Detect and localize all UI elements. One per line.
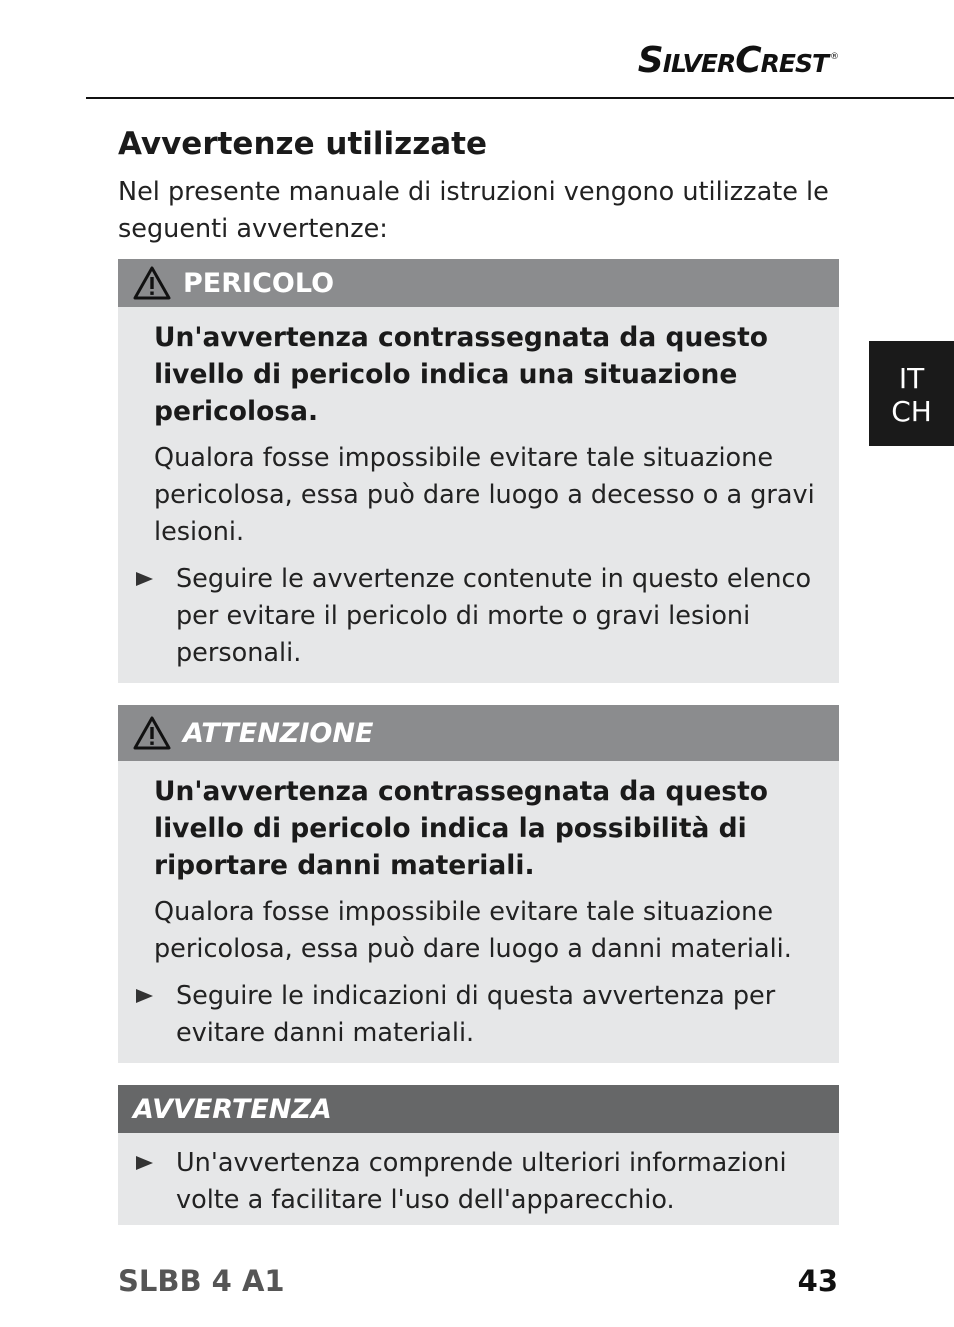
attenzione-text: Qualora fosse impossibile evitare tale situazione pericolosa, essa può dare luogo a danni materiali. xyxy=(154,897,792,964)
pericolo-bullet: Seguire le avvertenze contenute in questo elenco per evitare il pericolo di morte o gravi lesioni personali. xyxy=(154,561,819,672)
language-code-it: IT xyxy=(898,362,925,395)
pericolo-label: PERICOLO xyxy=(183,267,335,299)
registered-mark: ® xyxy=(830,52,838,62)
bullet-arrow-icon xyxy=(136,989,153,1003)
avvertenza-label: AVVERTENZA xyxy=(133,1093,332,1125)
avvertenza-bullet: Un'avvertenza comprende ulteriori informazioni volte a facilitare l'uso dell'apparecchio. xyxy=(154,1145,819,1219)
bullet-arrow-icon xyxy=(136,572,153,586)
attenzione-label: ATTENZIONE xyxy=(183,717,374,749)
pericolo-header xyxy=(118,259,839,307)
pericolo-box xyxy=(118,259,839,683)
section-title: Avvertenze utilizzate xyxy=(118,126,488,162)
pericolo-text: Qualora fosse impossibile evitare tale situazione pericolosa, essa può dare luogo a decesso o a gravi lesioni. xyxy=(154,443,815,547)
language-code-ch: CH xyxy=(891,395,932,428)
language-tab xyxy=(869,341,954,446)
brand-logo: SilverCrest ® xyxy=(637,40,838,81)
attenzione-strong-text: Un'avvertenza contrassegnata da questo livello di pericolo indica la possibilità di riportare danni materiali. xyxy=(154,776,768,881)
warning-triangle-icon xyxy=(133,716,171,750)
avvertenza-header xyxy=(118,1085,839,1133)
page-number: 43 xyxy=(797,1264,838,1298)
attenzione-header xyxy=(118,705,839,761)
warning-triangle-icon xyxy=(133,266,171,300)
attenzione-bullet: Seguire le indicazioni di questa avvertenza per evitare danni materiali. xyxy=(154,978,819,1052)
bullet-arrow-icon xyxy=(136,1156,153,1170)
attenzione-box xyxy=(118,705,839,1063)
footer-model: SLBB 4 A1 xyxy=(118,1264,285,1298)
header-rule xyxy=(86,97,954,99)
intro-text: Nel presente manuale di istruzioni vengono utilizzate le seguenti avvertenze: xyxy=(118,177,829,244)
pericolo-strong-text: Un'avvertenza contrassegnata da questo livello di pericolo indica una situazione pericolosa. xyxy=(154,322,768,427)
avvertenza-box xyxy=(118,1085,839,1225)
